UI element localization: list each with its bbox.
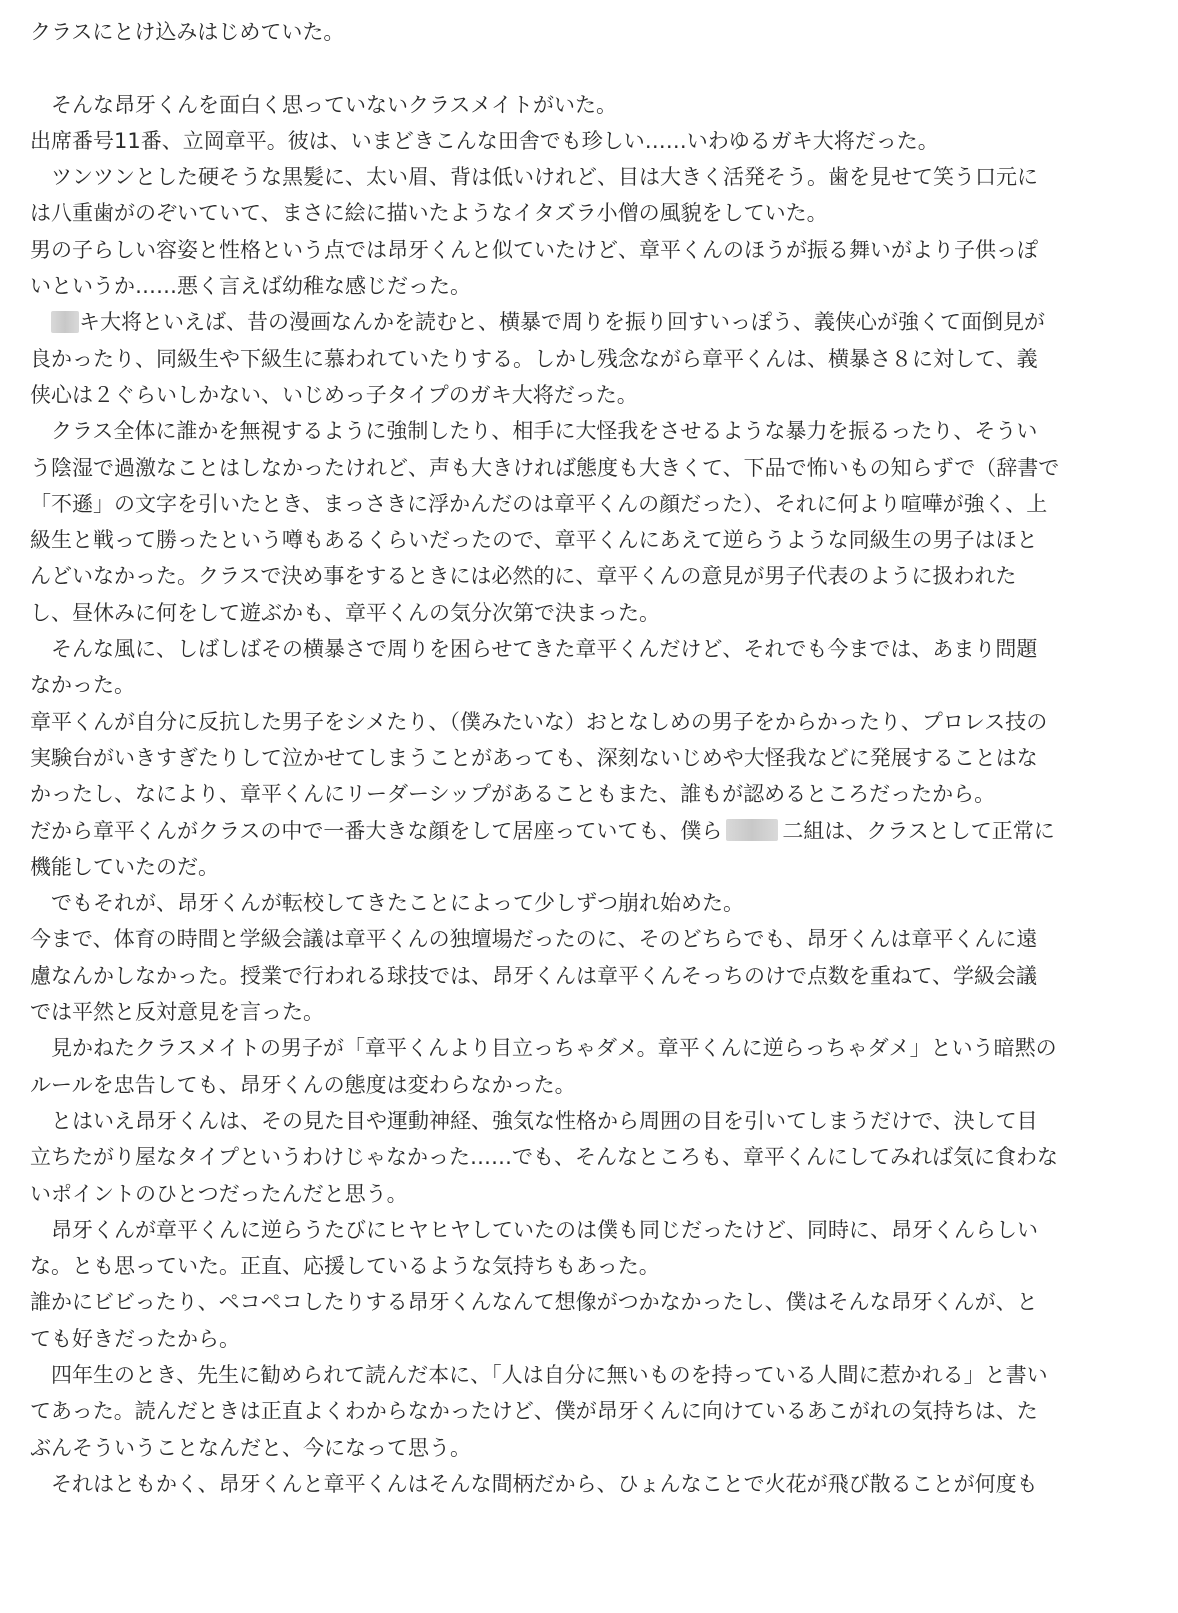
text-line-segment: キ大将といえば、昔の漫画なんかを読むと、横暴で周りを振り回すいっぽう、義侠心が強くて面倒見が (79, 310, 1045, 335)
text-line-segment: だから章平くんがクラスの中で一番大きな顔をして居座っていても、僕ら (30, 818, 723, 843)
text-line: 実験台がいきすぎたりして泣かせてしまうことがあっても、深刻ないじめや大怪我などに発展することはな (30, 745, 1038, 770)
text-line: は八重歯がのぞいていて、まさに絵に描いたようなイタズラ小僧の風貌をしていた。 (30, 201, 828, 226)
text-line: 良かったり、同級生や下級生に慕われていたりする。しかし残念ながら章平くんは、横暴さ８に対して、義 (30, 346, 1038, 371)
text-line (30, 304, 1164, 340)
text-line: そんな風に、しばしばその横暴さで周りを困らせてきた章平くんだけど、それでも今までは、あまり問題 (30, 637, 1038, 662)
text-line: な。とも思っていた。正直、応援しているような気持ちもあった。 (30, 1254, 660, 1279)
text-line: 章平くんが自分に反抗した男子をシメたり、（僕みたいな）おとなしめの男子をからかったり、プロレス技の (30, 709, 1048, 734)
text-line: では平然と反対意見を言った。 (30, 1000, 324, 1025)
text-line: とはいえ昂牙くんは、その見た目や運動神経、強気な性格から周囲の目を引いてしまうだけで、決して目 (30, 1108, 1038, 1133)
text-line: かったし、なにより、章平くんにリーダーシップがあることもまた、誰もが認めるところだったから。 (30, 782, 996, 807)
text-line: 見かねたクラスメイトの男子が「章平くんより目立っちゃダメ。章平くんに逆らっちゃダメ」という暗黙の (30, 1036, 1057, 1061)
text-line: 侠心は２ぐらいしかない、いじめっ子タイプのガキ大将だった。 (30, 382, 638, 407)
text-line: 慮なんかしなかった。授業で行われる球技では、昂牙くんは章平くんそっちのけで点数を重ねて、学級会議 (30, 963, 1038, 988)
text-line: ツンツンとした硬そうな黒髪に、太い眉、背は低いけれど、目は大きく活発そう。歯を見せて笑う口元に (30, 165, 1038, 190)
text-line: 誰かにビビったり、ペコペコしたりする昂牙くんなんて想像がつかなかったし、僕はそんな昂牙くんが、と (30, 1290, 1038, 1315)
text-line: そんな昂牙くんを面白く思っていないクラスメイトがいた。 (30, 92, 617, 117)
text-line: ルールを忠告しても、昂牙くんの態度は変わらなかった。 (30, 1072, 576, 1097)
text-line: 機能していたのだ。 (30, 854, 219, 879)
text-line: 四年生のとき、先生に勧められて読んだ本に、「人は自分に無いものを持っている人間に惹かれる」と書い (30, 1362, 1048, 1387)
text-line: なかった。 (30, 673, 135, 698)
text-line (30, 813, 1164, 849)
text-line: 級生と戦って勝ったという噂もあるくらいだったので、章平くんにあえて逆らうような同級生の男子はほと (30, 528, 1038, 553)
redacted-blur (51, 311, 79, 333)
text-line: 男の子らしい容姿と性格という点では昂牙くんと似ていたけど、章平くんのほうが振る舞いがより子供っぽ (30, 237, 1038, 262)
redacted-blur (726, 819, 778, 841)
text-line: でもそれが、昂牙くんが転校してきたことによって少しずつ崩れ始めた。 (30, 891, 744, 916)
text-line: クラスにとけ込みはじめていた。 (30, 20, 345, 44)
text-line: いというか……悪く言えば幼稚な感じだった。 (30, 274, 471, 299)
blank-line (30, 50, 1164, 86)
text-line: ぶんそういうことなんだと、今になって思う。 (30, 1435, 471, 1460)
text-line: んどいなかった。クラスで決め事をするときには必然的に、章平くんの意見が男子代表のように扱われた (30, 564, 1017, 589)
text-line: ても好きだったから。 (30, 1326, 240, 1351)
text-line: 出席番号11番、立岡章平。彼は、いまどきこんな田舎でも珍しい……いわゆるガキ大将だった。 (30, 128, 939, 153)
text-line: 「不遜」の文字を引いたとき、まっさきに浮かんだのは章平くんの顔だった）、それに何より喧嘩が強く、上 (30, 491, 1048, 516)
text-line: それはともかく、昂牙くんと章平くんはそんな間柄だから、ひょんなことで火花が飛び散ることが何度も (30, 1471, 1038, 1496)
text-line: クラス全体に誰かを無視するように強制したり、相手に大怪我をさせるような暴力を振るったり、そうい (30, 419, 1038, 444)
text-line: 今まで、体育の時間と学級会議は章平くんの独壇場だったのに、そのどちらでも、昂牙くんは章平くんに遠 (30, 927, 1038, 952)
text-line: 立ちたがり屋なタイプというわけじゃなかった……でも、そんなところも、章平くんにしてみれば気に食わな (30, 1145, 1058, 1170)
text-line: う陰湿で過激なことはしなかったけれど、声も大きければ態度も大きくて、下品で怖いもの知らずで（辞書で (30, 455, 1060, 480)
text-line: し、昼休みに何をして遊ぶかも、章平くんの気分次第で決まった。 (30, 600, 660, 625)
text-line: 昂牙くんが章平くんに逆らうたびにヒヤヒヤしていたのは僕も同じだったけど、同時に、昂牙くんらしい (30, 1217, 1038, 1242)
text-line-segment: 二組は、クラスとして正常に (782, 818, 1055, 843)
text-line (30, 1502, 1164, 1538)
text-line: いポイントのひとつだったんだと思う。 (30, 1181, 408, 1206)
text-line: てあった。読んだときは正直よくわからなかったけど、僕が昂牙くんに向けているあこがれの気持ちは、た (30, 1399, 1038, 1424)
